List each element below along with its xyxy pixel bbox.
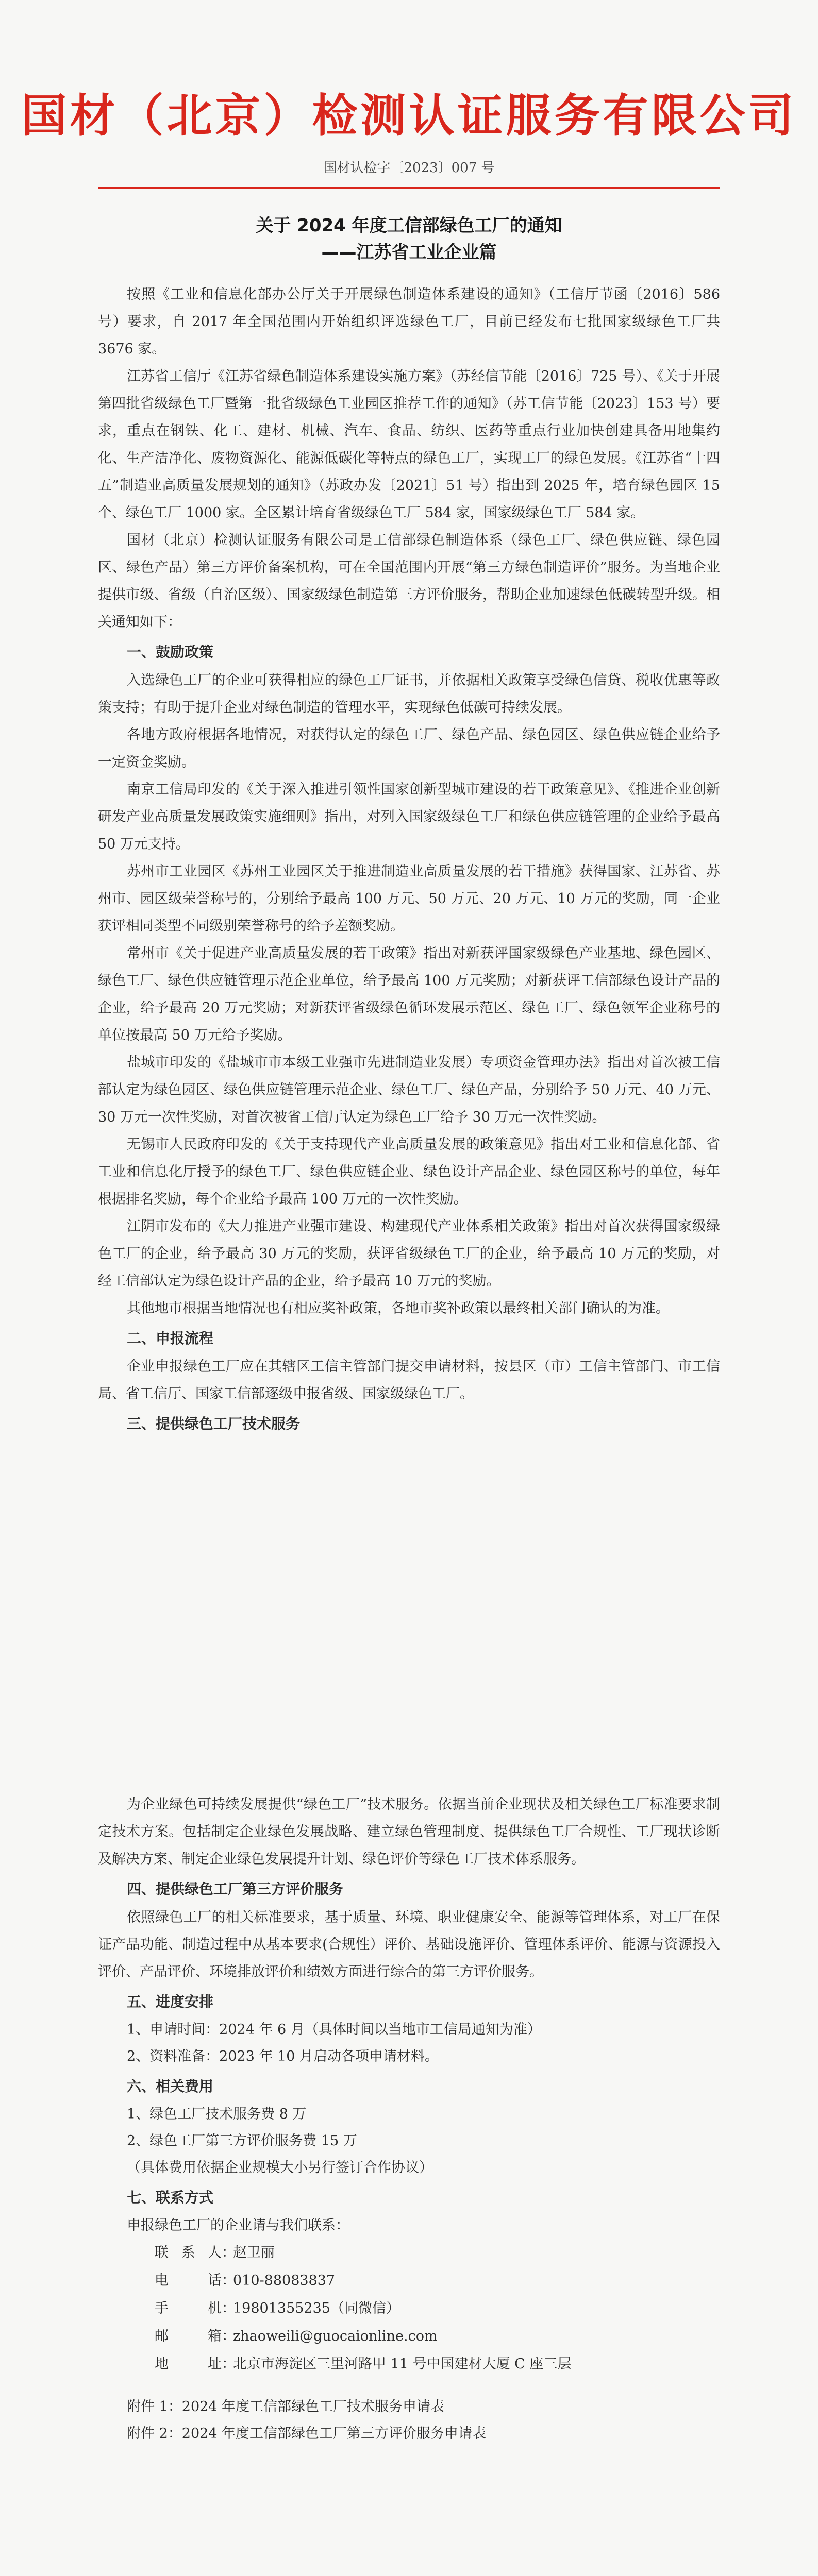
contact-email-row: 邮 箱 ： zhaoweili@guocaionline.com — [98, 2323, 720, 2350]
contact-label: 联系人 — [155, 2245, 222, 2261]
attachment-1[interactable]: 附件 1：2024 年度工信部绿色工厂技术服务申请表 — [127, 2399, 445, 2415]
contact-mobile[interactable]: 19801355235（同微信） — [233, 2300, 400, 2316]
intro-paragraph: 按照《工业和信息化部办公厅关于开展绿色制造体系建设的通知》（工信厅节函〔2016〕586 号）要求，自 2017 年全国范围内开始组织评选绿色工厂，目前已经发布七批国家级绿色工厂共 3676 家。 — [98, 286, 720, 357]
org-title: 国材（北京）检测认证服务有限公司 — [21, 89, 797, 142]
red-divider — [98, 187, 720, 189]
section-heading-schedule: 五、进度安排 — [127, 1993, 214, 2010]
policy-paragraph: 苏州市工业园区《苏州工业园区关于推进制造业高质量发展的若干措施》获得国家、江苏省、苏州市、园区级荣誉称号的，分别给予最高 100 万元、50 万元、20 万元、10 万元的奖励，同一企业获评相同类型不同级别荣誉称号的给予差额奖励。 — [98, 863, 720, 934]
notice-title: 关于 2024 年度工信部绿色工厂的通知 — [256, 215, 562, 236]
schedule-item: 1、申请时间：2024 年 6 月（具体时间以当地市工信局通知为准） — [127, 2022, 541, 2038]
contact-label: 地 址 — [155, 2356, 222, 2372]
tech-service-paragraph: 为企业绿色可持续发展提供“绿色工厂”技术服务。依据当前企业现状及相关绿色工厂标准要求制定技术方案。包括制定企业绿色发展战略、建立绿色管理制度、提供绿色工厂合规性、工厂现状诊断及解决方案、制定企业绿色发展提升计划、绿色评价等绿色工厂技术体系服务。 — [98, 1797, 720, 1867]
policy-paragraph: 常州市《关于促进产业高质量发展的若干政策》指出对新获评国家级绿色产业基地、绿色园区、绿色工厂、绿色供应链管理示范企业单位，给予最高 100 万元奖励；对新获评工信部绿色设计产品的企业，给予最高 20 万元奖励；对新获评省级绿色循环发展示范区、绿色工厂、绿色领军企业称号的单位按最高 50 万元给予奖励。 — [98, 945, 720, 1043]
page1-body — [98, 281, 720, 1438]
policy-paragraph: 其他地市根据当地情况也有相应奖补政策，各地市奖补政策以最终相关部门确认的为准。 — [127, 1300, 670, 1316]
attachment-2[interactable]: 附件 2：2024 年度工信部绿色工厂第三方评价服务申请表 — [127, 2426, 487, 2442]
evaluation-paragraph: 依照绿色工厂的相关标准要求，基于质量、环境、职业健康安全、能源等管理体系，对工厂在保证产品功能、制造过程中从基本要求(合规性）评价、基础设施评价、管理体系评价、能源与资源投入评价、产品评价、环境排放评价和绩效方面进行综合的第三方评价服务。 — [98, 1909, 720, 1980]
section-heading-contact: 七、联系方式 — [127, 2189, 214, 2206]
section-heading-process: 二、申报流程 — [127, 1330, 214, 1347]
contact-person: 赵卫丽 — [233, 2245, 275, 2261]
intro-paragraph: 江苏省工信厅《江苏省绿色制造体系建设实施方案》（苏经信节能〔2016〕725 号）、《关于开展第四批省级绿色工厂暨第一批省级绿色工业园区推荐工作的通知》（苏工信节能〔2023〕153 号）要求，重点在钢铁、化工、建材、机械、汽车、食品、纺织、医药等重点行业加快创建具备用地集约化、生产洁净化、废物资源化、能源低碳化等特点的绿色工厂，实现工厂的绿色发展。《江苏省“十四五”制造业高质量发展规划的通知》（苏政办发〔2021〕51 号）指出到 2025 年，培育绿色园区 15 个、绿色工厂 1000 家。全区累计培育省级绿色工厂 584 家，国家级绿色工厂 584 家。 — [98, 368, 720, 521]
contact-intro: 申报绿色工厂的企业请与我们联系： — [127, 2217, 349, 2233]
contact-email[interactable]: zhaoweili@guocaionline.com — [233, 2328, 438, 2344]
policy-paragraph: 入选绿色工厂的企业可获得相应的绿色工厂证书，并依据相关政策享受绿色信贷、税收优惠等政策支持；有助于提升企业对绿色制造的管理水平，实现绿色低碳可持续发展。 — [98, 672, 720, 716]
policy-paragraph: 南京工信局印发的《关于深入推进引领性国家创新型城市建设的若干政策意见》、《推进企业创新研发产业高质量发展政策实施细则》指出，对列入国家级绿色工厂和绿色供应链管理的企业给予最高 50 万元支持。 — [98, 782, 720, 852]
contact-address: 北京市海淀区三里河路甲 11 号中国建材大厦 C 座三层 — [233, 2356, 572, 2372]
contact-person-row: 联系人 ： 赵卫丽 — [98, 2239, 720, 2267]
process-paragraph: 企业申报绿色工厂应在其辖区工信主管部门提交申请材料，按县区（市）工信主管部门、市工信局、省工信厅、国家工信部逐级申报省级、国家级绿色工厂。 — [98, 1359, 720, 1402]
notice-subtitle: ——江苏省工业企业篇 — [321, 242, 497, 263]
page2-body — [98, 1791, 720, 2447]
doc-number: 国材认检字〔2023〕007 号 — [323, 160, 495, 176]
section-heading-policy: 一、鼓励政策 — [127, 643, 214, 660]
policy-paragraph: 盐城市印发的《盐城市市本级工业强市先进制造业发展）专项资金管理办法》指出对首次被工信部认定为绿色园区、绿色供应链管理示范企业、绿色工厂、绿色产品，分别给予 50 万元、40 万元、30 万元一次性奖励，对首次被省工信厅认定为绿色工厂给予 30 万元一次性奖励。 — [98, 1055, 720, 1125]
section-heading-fees: 六、相关费用 — [127, 2078, 214, 2095]
fee-item: 2、绿色工厂第三方评价服务费 15 万 — [127, 2133, 357, 2149]
contact-label: 手 机 — [155, 2300, 222, 2316]
fee-note: （具体费用依据企业规模大小另行签订合作协议） — [127, 2160, 433, 2176]
contact-phone[interactable]: 010-88083837 — [233, 2273, 336, 2289]
contact-label: 电 话 — [155, 2273, 222, 2289]
contact-address-row: 地 址 ： 北京市海淀区三里河路甲 11 号中国建材大厦 C 座三层 — [98, 2350, 720, 2378]
policy-paragraph: 各地方政府根据各地情况，对获得认定的绿色工厂、绿色产品、绿色园区、绿色供应链企业给予一定资金奖励。 — [98, 727, 720, 770]
fee-item: 1、绿色工厂技术服务费 8 万 — [127, 2106, 307, 2122]
intro-paragraph: 国材（北京）检测认证服务有限公司是工信部绿色制造体系（绿色工厂、绿色供应链、绿色园区、绿色产品）第三方评价备案机构，可在全国范围内开展“第三方绿色制造评价”服务。为当地企业提供市级、省级（自治区级）、国家级绿色制造第三方评价服务，帮助企业加速绿色低碳转型升级。相关通知如下： — [98, 532, 720, 630]
section-heading-evaluation: 四、提供绿色工厂第三方评价服务 — [127, 1880, 344, 1897]
section-heading-tech-service: 三、提供绿色工厂技术服务 — [127, 1415, 301, 1432]
policy-paragraph: 江阴市发布的《大力推进产业强市建设、构建现代产业体系相关政策》指出对首次获得国家级绿色工厂的企业，给予最高 30 万元的奖励，获评省级绿色工厂的企业，给予最高 10 万元的奖励，对经工信部认定为绿色设计产品的企业，给予最高 10 万元的奖励。 — [98, 1218, 720, 1289]
contact-mobile-row: 手 机 ： 19801355235（同微信） — [98, 2295, 720, 2323]
schedule-item: 2、资料准备：2023 年 10 月启动各项申请材料。 — [127, 2048, 439, 2064]
policy-paragraph: 无锡市人民政府印发的《关于支持现代产业高质量发展的政策意见》指出对工业和信息化部、省工业和信息化厅授予的绿色工厂、绿色供应链企业、绿色设计产品企业、绿色园区称号的单位，每年根据排名奖励，每个企业给予最高 100 万元的一次性奖励。 — [98, 1137, 720, 1207]
contact-phone-row: 电 话 ： 010-88083837 — [98, 2267, 720, 2295]
page-2 — [0, 1744, 818, 2576]
contact-label: 邮 箱 — [155, 2328, 222, 2344]
